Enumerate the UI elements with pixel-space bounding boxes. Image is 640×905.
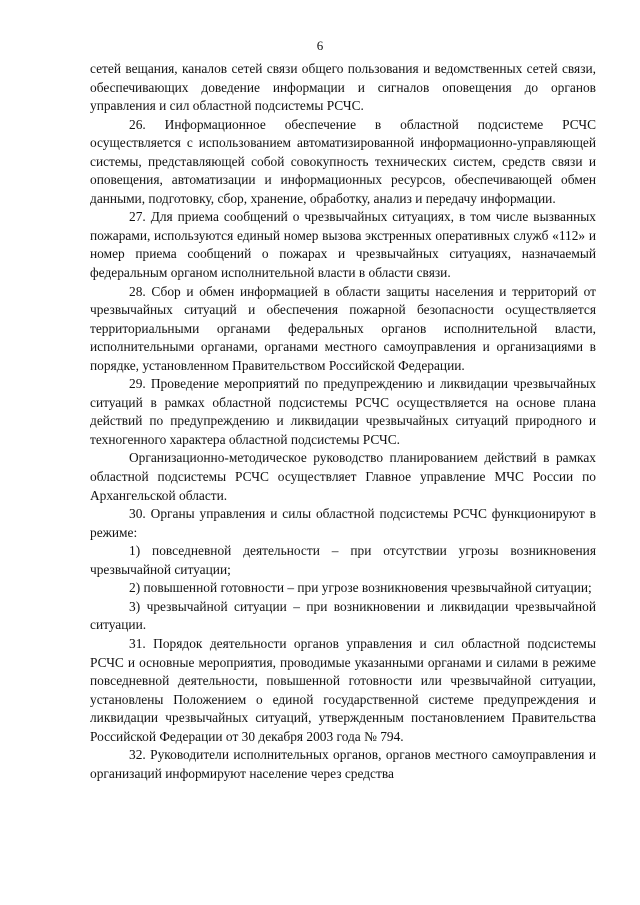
document-body — [90, 60, 596, 783]
list-item-3: 3) чрезвычайной ситуации – при возникновении и ликвидации чрезвычайной ситуации. — [90, 598, 596, 633]
paragraph-27: 27. Для приема сообщений о чрезвычайных ситуациях, в том числе вызванных пожарами, используются единый номер вызова экстренных оперативных служб «112» и номер приема сообщений о пожарах и чрезвычайных ситуациях, назначаемый федеральным органом исполнительной власти в области связи. — [90, 209, 596, 281]
paragraph-31: 31. Порядок деятельности органов управления и сил областной подсистемы РСЧС и основные мероприятия, проводимые указанными органами и силами в режиме повседневной деятельности, повышенной готовности или чрезвычайной ситуации, установлены Положением о единой государственной системе предупреждения и ликвидации чрезвычайных ситуаций, утвержденным постановлением Правительства Российской Федерации от 30 декабря 2003 года № 794. — [90, 635, 596, 744]
list-item-2: 2) повышенной готовности – при угрозе возникновения чрезвычайной ситуации; — [129, 580, 592, 596]
paragraph-32: 32. Руководители исполнительных органов, органов местного самоуправления и организаций информируют население через средства — [90, 747, 596, 781]
paragraph-continuation: сетей вещания, каналов сетей связи общего пользования и ведомственных сетей связи, обеспечивающих доведение информации и сигналов оповещения до органов управления и сил областной подсистемы РСЧС. — [90, 61, 596, 114]
list-item-1: 1) повседневной деятельности – при отсутствии угрозы возникновения чрезвычайной ситуации; — [90, 543, 596, 577]
paragraph-26: 26. Информационное обеспечение в областной подсистеме РСЧС осуществляется с использованием автоматизированной информационно-управляющей системы, представляющей собой совокупность технических систем, средств связи и оповещения, автоматизации и информационных ресурсов, обеспечивающей обмен данными, подготовку, сбор, хранение, обработку, анализ и передачу информации. — [90, 116, 596, 206]
paragraph-30: 30. Органы управления и силы областной подсистемы РСЧС функционируют в режиме: — [90, 506, 596, 540]
page-number: 6 — [316, 38, 324, 53]
paragraph-29: 29. Проведение мероприятий по предупреждению и ликвидации чрезвычайных ситуаций в рамках областной подсистемы РСЧС осуществляется на основе плана действий по предупреждению и ликвидации чрезвычайных ситуаций природного и техногенного характера областной подсистемы РСЧС. — [90, 376, 596, 447]
paragraph-29-guidance: Организационно-методическое руководство планированием действий в рамках областной подсистемы РСЧС осуществляет Главное управление МЧС России по Архангельской области. — [90, 450, 596, 503]
paragraph-28: 28. Сбор и обмен информацией в области защиты населения и территорий от чрезвычайных ситуаций и обеспечения пожарной безопасности осуществляется территориальными органами федеральных органов исполнительной власти, исполнительными органами, органами местного самоуправления и организациями в порядке, установленном Правительством Российской Федерации. — [90, 283, 596, 373]
